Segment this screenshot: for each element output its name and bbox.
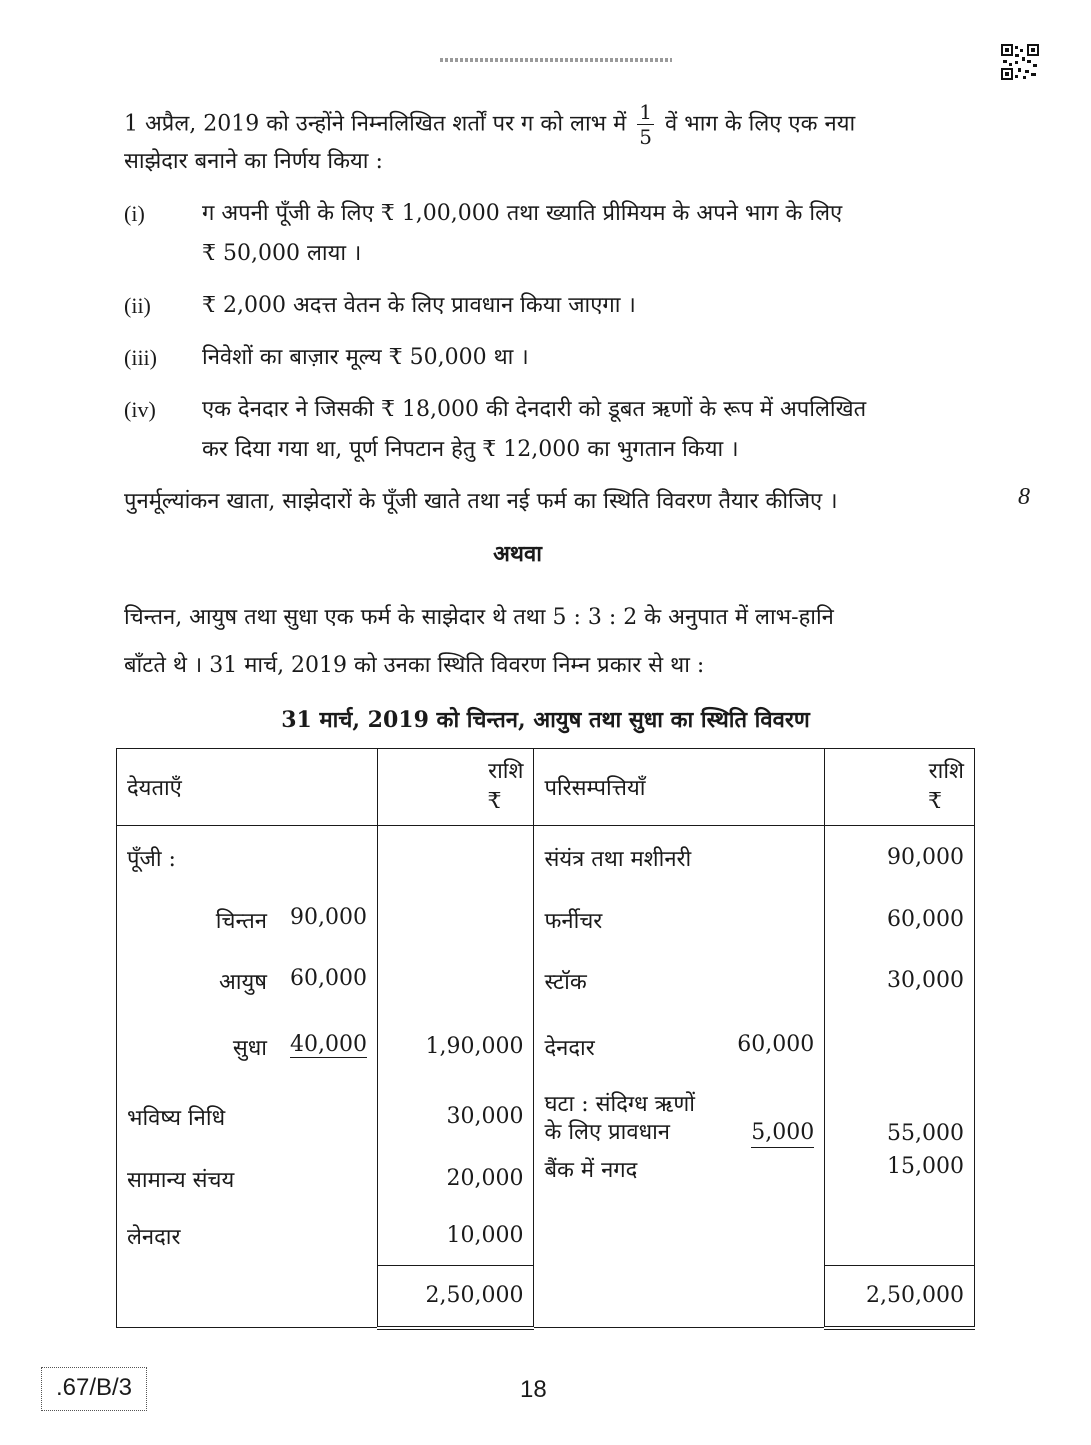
liability-label: सामान्य संचय	[117, 1152, 378, 1206]
liability-amount: 20,000	[378, 1152, 534, 1206]
liability-amount: 10,000	[378, 1206, 534, 1266]
header-liabilities: देयताएँ	[117, 749, 378, 826]
page-number: 18	[520, 1376, 547, 1403]
asset-label: फर्नीचर	[534, 890, 825, 950]
provision-value: 5,000	[751, 1119, 814, 1148]
liability-label: लेनदार	[117, 1206, 378, 1266]
instruction-text: पुनर्मूल्यांकन खाता, साझेदारों के पूँजी खाते तथा नई फर्म का स्थिति विवरण तैयार कीजिए ।	[124, 489, 838, 514]
intro-line-1: 1 अप्रैल, 2019 को उन्होंने निम्नलिखित शर्तों पर ग को लाभ में $\frac{1}{5}$ वें भाग के लिए एक नया	[124, 100, 856, 149]
partner-capital: चिन्तन 90,000	[215, 904, 367, 934]
asset-amount: 60,000	[825, 890, 975, 950]
paper-code-box: .67/B/3	[41, 1367, 147, 1411]
intro-line-2: साझेदार बनाने का निर्णय किया :	[124, 149, 383, 174]
header-code-strip	[440, 58, 672, 62]
table-total-row	[117, 1266, 975, 1328]
asset-label: बैंक में नगद	[534, 1152, 825, 1206]
liability-amount: 30,000	[378, 1082, 534, 1152]
or-heading: अथवा	[493, 541, 542, 567]
capital-label: पूँजी :	[117, 826, 378, 890]
table-row	[117, 1152, 975, 1206]
table-title: 31 मार्च, 2019 को चिन्तन, आयुष तथा सुधा का स्थिति विवरण	[281, 707, 810, 733]
partner-capital: आयुष 60,000	[219, 965, 367, 995]
header-assets: परिसम्पत्तियाँ	[534, 749, 825, 826]
alt-question-line-1: चिन्तन, आयुष तथा सुधा एक फर्म के साझेदार थे तथा 5 : 3 : 2 के अनुपात में लाभ-हानि	[124, 605, 834, 630]
total-assets: 2,50,000	[825, 1266, 975, 1328]
asset-label: स्टॉक	[534, 950, 825, 1012]
asset-label: संयंत्र तथा मशीनरी	[534, 826, 825, 890]
asset-amount: 15,000	[825, 1152, 975, 1206]
table-row	[117, 826, 975, 890]
partner-capital: सुधा 40,000	[232, 1031, 367, 1061]
fraction-one-fifth: $\frac{1}{5}$	[639, 100, 652, 149]
table-row	[117, 950, 975, 1012]
asset-amount: 90,000	[825, 826, 975, 890]
table-row	[117, 1206, 975, 1266]
header-amount-liab: राशि ₹	[378, 749, 534, 826]
qr-code-icon	[1001, 44, 1039, 80]
balance-sheet-table	[116, 748, 975, 1330]
header-amount-assets: राशि ₹	[825, 749, 975, 826]
marks-label: 8	[1018, 484, 1030, 510]
table-header-row	[117, 749, 975, 826]
table-row	[117, 1012, 975, 1082]
debtors-net-amount: 55,000	[825, 1082, 975, 1152]
liability-label: भविष्य निधि	[117, 1082, 378, 1152]
less-provision-label: घटा : संदिग्ध ऋणों	[544, 1091, 695, 1117]
debtors-label: देनदार	[544, 1035, 595, 1061]
total-liabilities: 2,50,000	[378, 1266, 534, 1328]
asset-amount: 30,000	[825, 950, 975, 1012]
debtors-value: 60,000	[737, 1031, 815, 1057]
table-row: भविष्य निधि 30,000 घटा : संदिग्ध ऋणों के लिए प्रावधान 5,000 55,000	[117, 1082, 975, 1152]
table-row	[117, 890, 975, 950]
capital-total: 1,90,000	[378, 1012, 534, 1082]
alt-question-line-2: बाँटते थे । 31 मार्च, 2019 को उनका स्थिति विवरण निम्न प्रकार से था :	[124, 653, 705, 678]
